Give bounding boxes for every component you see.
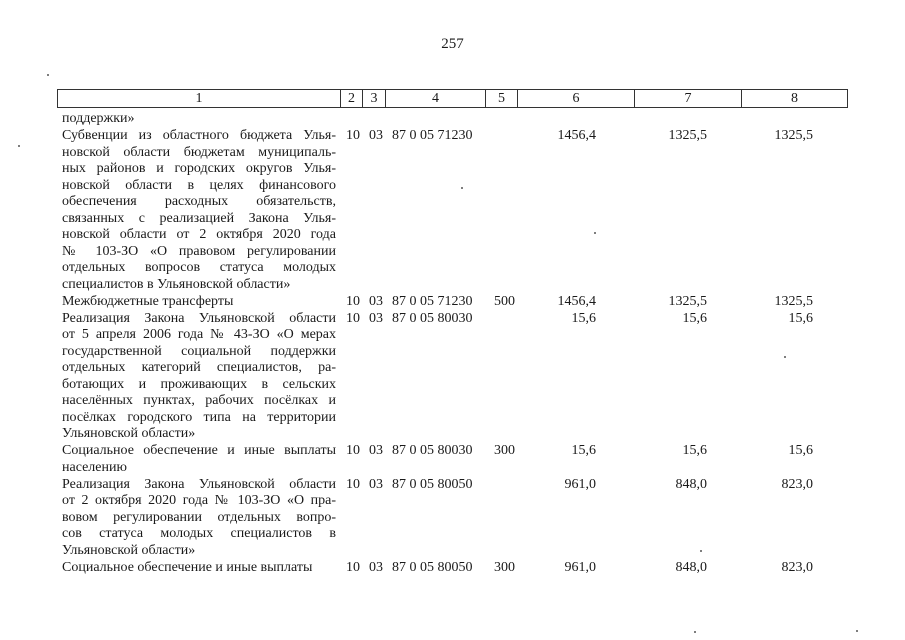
- target-article-code: 87 0 05 80050: [392, 559, 473, 575]
- description-line: отдельных категорий специалистов, ра-: [62, 360, 336, 375]
- description-line: Ульяновской области»: [62, 426, 196, 441]
- amount-col-7: 848,0: [675, 476, 707, 492]
- amount-col-8: 1325,5: [774, 128, 813, 143]
- column-header-8: 8: [742, 90, 848, 108]
- row-description: [62, 311, 336, 443]
- column-header-7: 7: [635, 90, 742, 108]
- scan-speck: [18, 145, 20, 147]
- subsection-code: 03: [369, 128, 383, 143]
- description-line: посёлках городского типа на территории: [62, 409, 336, 425]
- description-line: Межбюджетные трансферты: [62, 293, 234, 309]
- target-article-code: 87 0 05 80030: [392, 310, 473, 326]
- section-code: 10: [346, 128, 360, 143]
- description-line: связанных с реализацией Закона Улья-: [62, 210, 336, 226]
- description-line: Реализация Закона Ульяновской области: [62, 310, 336, 326]
- row-description: [62, 294, 336, 311]
- section-code: 10: [346, 293, 360, 309]
- amount-col-7: 848,0: [675, 559, 707, 575]
- description-line: отдельных вопросов статуса молодых: [62, 260, 336, 275]
- expense-type-code: 300: [494, 443, 515, 458]
- description-line: Субвенции из областного бюджета Улья-: [62, 128, 336, 143]
- scan-speck: [856, 630, 858, 632]
- description-line: от 5 апреля 2006 года № 43-ЗО «О мерах: [62, 327, 336, 342]
- amount-col-7: 15,6: [682, 310, 707, 326]
- amount-col-8: 823,0: [781, 476, 813, 492]
- amount-col-8: 15,6: [788, 310, 813, 326]
- target-article-code: 87 0 05 71230: [392, 128, 473, 143]
- row-description: [62, 560, 336, 577]
- column-header-table: [57, 89, 848, 108]
- description-line: населению: [62, 459, 127, 475]
- description-line: ботающих и проживающих в сельских: [62, 376, 336, 392]
- target-article-code: 87 0 05 71230: [392, 293, 473, 309]
- section-code: 10: [346, 559, 360, 575]
- row-description: [62, 111, 336, 128]
- amount-col-6: 1456,4: [557, 128, 596, 143]
- scan-speck: [700, 550, 702, 552]
- description-line: ных районов и городских округов Улья-: [62, 161, 336, 176]
- amount-col-7: 15,6: [682, 443, 707, 458]
- column-header-1: 1: [58, 90, 341, 108]
- scan-speck: [594, 232, 596, 234]
- scan-speck: [47, 74, 49, 76]
- amount-col-8: 1325,5: [774, 293, 813, 309]
- description-line: Реализация Закона Ульяновской области: [62, 476, 336, 492]
- section-code: 10: [346, 476, 360, 492]
- target-article-code: 87 0 05 80030: [392, 443, 473, 458]
- section-code: 10: [346, 443, 360, 458]
- subsection-code: 03: [369, 443, 383, 458]
- description-line: Социальное обеспечение и иные выплаты: [62, 559, 313, 575]
- description-line: Ульяновской области»: [62, 542, 196, 558]
- expense-type-code: 300: [494, 559, 515, 575]
- section-code: 10: [346, 310, 360, 326]
- description-line: вовом регулировании отдельных вопро-: [62, 509, 336, 525]
- row-description: [62, 443, 336, 476]
- scan-speck: [784, 356, 786, 358]
- description-line: обеспечения расходных обязательств,: [62, 194, 336, 209]
- scan-speck: [694, 631, 696, 633]
- column-header-2: 2: [341, 90, 363, 108]
- amount-col-7: 1325,5: [668, 293, 707, 309]
- scan-speck: [461, 187, 463, 189]
- amount-col-6: 961,0: [564, 559, 596, 575]
- amount-col-6: 1456,4: [557, 293, 596, 309]
- expense-type-code: 500: [494, 293, 515, 309]
- description-line: специалистов в Ульяновской области»: [62, 276, 291, 292]
- page-number: 257: [441, 36, 464, 52]
- target-article-code: 87 0 05 80050: [392, 476, 473, 492]
- column-header-row: [58, 90, 848, 108]
- description-line: населённых пунктах, рабочих посёлках и: [62, 393, 336, 408]
- description-line: от 2 октября 2020 года № 103-ЗО «О пра-: [62, 493, 336, 508]
- row-description: [62, 477, 336, 560]
- description-line: новской области бюджетам муниципаль-: [62, 144, 336, 160]
- subsection-code: 03: [369, 310, 383, 326]
- description-line: новской области в целях финансового: [62, 177, 336, 193]
- column-header-5: 5: [486, 90, 518, 108]
- description-line: Социальное обеспечение и иные выплаты: [62, 443, 336, 458]
- amount-col-7: 1325,5: [668, 128, 707, 143]
- description-line: № 103-ЗО «О правовом регулировании: [62, 243, 336, 259]
- column-header-4: 4: [386, 90, 486, 108]
- amount-col-6: 961,0: [564, 476, 596, 492]
- description-line: сов статуса молодых специалистов в: [62, 526, 336, 541]
- column-header-6: 6: [518, 90, 635, 108]
- subsection-code: 03: [369, 293, 383, 309]
- description-line: поддержки»: [62, 111, 135, 126]
- description-line: государственной социальной поддержки: [62, 343, 336, 359]
- amount-col-8: 15,6: [788, 443, 813, 458]
- amount-col-6: 15,6: [571, 310, 596, 326]
- subsection-code: 03: [369, 559, 383, 575]
- description-line: новской области от 2 октября 2020 года: [62, 227, 336, 242]
- amount-col-6: 15,6: [571, 443, 596, 458]
- subsection-code: 03: [369, 476, 383, 492]
- column-header-3: 3: [363, 90, 386, 108]
- row-description: [62, 128, 336, 293]
- amount-col-8: 823,0: [781, 559, 813, 575]
